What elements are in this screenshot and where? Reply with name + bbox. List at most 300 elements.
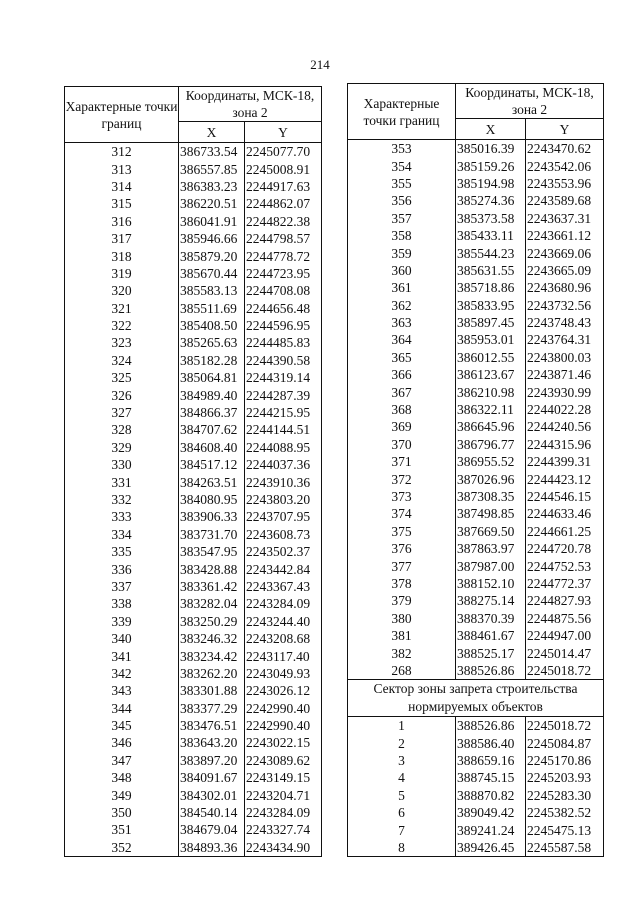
table-row: [65, 769, 322, 786]
point-number: 317: [65, 230, 179, 247]
coordinate-x: 388586.40: [456, 735, 526, 752]
table-row: [65, 578, 322, 595]
point-number: 368: [348, 401, 456, 418]
point-number: 268: [348, 662, 456, 680]
sector-heading-row: [348, 680, 604, 717]
point-number: 371: [348, 453, 456, 470]
coordinate-y: 2243284.09: [245, 595, 322, 612]
coordinate-y: 2244633.46: [526, 505, 604, 522]
coordinate-x: 385718.86: [456, 279, 526, 296]
coordinate-y: 2244423.12: [526, 470, 604, 487]
coordinate-x: 385182.28: [179, 352, 245, 369]
table-row: [65, 143, 322, 161]
point-number: 345: [65, 717, 179, 734]
table-row: [65, 282, 322, 299]
point-number: 356: [348, 192, 456, 209]
coordinate-y: 2243803.20: [245, 491, 322, 508]
point-number: 333: [65, 508, 179, 525]
coordinate-y: 2244798.57: [245, 230, 322, 247]
coordinate-y: 2244596.95: [245, 317, 322, 334]
coordinate-x: 384091.67: [179, 769, 245, 786]
point-number: 367: [348, 383, 456, 400]
coordinate-x: 384989.40: [179, 386, 245, 403]
point-number: 354: [348, 157, 456, 174]
coordinate-y: 2243049.93: [245, 665, 322, 682]
coordinate-y: 2243204.71: [245, 786, 322, 803]
table-row: [348, 752, 604, 769]
header-points: Характерные точки границ: [348, 84, 456, 140]
coordinate-x: 388659.16: [456, 752, 526, 769]
point-number: 327: [65, 404, 179, 421]
coordinate-x: 383906.33: [179, 508, 245, 525]
coordinate-x: 387498.85: [456, 505, 526, 522]
point-number: 335: [65, 543, 179, 560]
coordinate-y: 2244022.28: [526, 401, 604, 418]
point-number: 349: [65, 786, 179, 803]
coordinate-x: 386210.98: [456, 383, 526, 400]
point-number: 340: [65, 630, 179, 647]
coordinate-y: 2244088.95: [245, 439, 322, 456]
coordinate-y: 2244399.31: [526, 453, 604, 470]
table-row: [65, 386, 322, 403]
coordinate-y: 2243732.56: [526, 297, 604, 314]
coordinate-x: 389241.24: [456, 821, 526, 838]
coordinate-y: 2244917.63: [245, 178, 322, 195]
coordinate-y: 2245170.86: [526, 752, 604, 769]
table-row: [65, 404, 322, 421]
table-row: [348, 540, 604, 557]
point-number: 351: [65, 821, 179, 838]
coordinate-x: 384517.12: [179, 456, 245, 473]
coordinate-x: 386733.54: [179, 143, 245, 161]
coordinate-x: 388526.86: [456, 717, 526, 735]
coordinate-x: 389426.45: [456, 839, 526, 857]
coordinate-y: 2245014.47: [526, 644, 604, 661]
coordinate-x: 384080.95: [179, 491, 245, 508]
coordinate-y: 2244772.37: [526, 575, 604, 592]
table-row: [348, 627, 604, 644]
point-number: 4: [348, 769, 456, 786]
table-row: [348, 366, 604, 383]
point-number: 359: [348, 244, 456, 261]
point-number: 321: [65, 300, 179, 317]
coordinate-y: 2243669.06: [526, 244, 604, 261]
coordinate-y: 2243470.62: [526, 140, 604, 158]
coordinate-x: 388152.10: [456, 575, 526, 592]
table-body-sector: [348, 717, 604, 857]
coordinate-x: 385953.01: [456, 331, 526, 348]
table-row: [65, 613, 322, 630]
table-row: [348, 227, 604, 244]
coordinate-y: 2245587.58: [526, 839, 604, 857]
coordinate-y: 2244875.56: [526, 610, 604, 627]
coordinate-x: 384707.62: [179, 421, 245, 438]
coordinate-y: 2243026.12: [245, 682, 322, 699]
table-row: [65, 560, 322, 577]
point-number: 318: [65, 247, 179, 264]
point-number: 3: [348, 752, 456, 769]
coordinate-y: 2243327.74: [245, 821, 322, 838]
coordinate-x: 388461.67: [456, 627, 526, 644]
point-number: 315: [65, 195, 179, 212]
coordinate-y: 2243208.68: [245, 630, 322, 647]
point-number: 339: [65, 613, 179, 630]
coordinate-x: 385946.66: [179, 230, 245, 247]
table-row: [65, 595, 322, 612]
coordinates-table-right: [347, 83, 604, 857]
coordinate-y: 2244708.08: [245, 282, 322, 299]
coordinate-y: 2243367.43: [245, 578, 322, 595]
table-row: [65, 682, 322, 699]
coordinate-x: 385879.20: [179, 247, 245, 264]
coordinate-x: 383301.88: [179, 682, 245, 699]
coordinate-x: 385583.13: [179, 282, 245, 299]
page-number: 214: [310, 57, 330, 72]
table-row: [348, 279, 604, 296]
table-row: [65, 247, 322, 264]
coordinate-x: 387669.50: [456, 523, 526, 540]
table-row: [348, 839, 604, 857]
coordinate-y: 2244315.96: [526, 436, 604, 453]
header-y: Y: [526, 119, 604, 140]
table-row: [348, 787, 604, 804]
table-row: [348, 717, 604, 735]
coordinate-y: 2244546.15: [526, 488, 604, 505]
point-number: 322: [65, 317, 179, 334]
table-row: [65, 665, 322, 682]
point-number: 378: [348, 575, 456, 592]
point-number: 331: [65, 473, 179, 490]
point-number: 380: [348, 610, 456, 627]
coordinate-x: 385194.98: [456, 175, 526, 192]
coordinate-x: 385433.11: [456, 227, 526, 244]
point-number: 374: [348, 505, 456, 522]
point-number: 353: [348, 140, 456, 158]
table-body-right: [348, 140, 604, 680]
coordinate-y: 2244287.39: [245, 386, 322, 403]
coordinate-x: 385064.81: [179, 369, 245, 386]
point-number: 326: [65, 386, 179, 403]
coordinate-y: 2245018.72: [526, 662, 604, 680]
table-row: [348, 644, 604, 661]
table-row: [65, 543, 322, 560]
point-number: 350: [65, 804, 179, 821]
table-row: [348, 804, 604, 821]
coordinate-y: 2243542.06: [526, 157, 604, 174]
table-row: [348, 383, 604, 400]
coordinate-x: 383246.32: [179, 630, 245, 647]
table-row: [348, 488, 604, 505]
point-number: 358: [348, 227, 456, 244]
table-row: [348, 769, 604, 786]
coordinate-y: 2244144.51: [245, 421, 322, 438]
point-number: 370: [348, 436, 456, 453]
table-row: [65, 839, 322, 857]
coordinate-x: 383476.51: [179, 717, 245, 734]
coordinate-y: 2244778.72: [245, 247, 322, 264]
coordinate-x: 383282.04: [179, 595, 245, 612]
coordinate-x: 386955.52: [456, 453, 526, 470]
table-row: [65, 630, 322, 647]
point-number: 8: [348, 839, 456, 857]
coordinate-x: 386383.23: [179, 178, 245, 195]
coordinate-x: 383731.70: [179, 526, 245, 543]
coordinate-x: 387026.96: [456, 470, 526, 487]
point-number: 364: [348, 331, 456, 348]
coordinate-x: 383262.20: [179, 665, 245, 682]
coordinates-table-left: [64, 86, 322, 857]
table-row: [348, 610, 604, 627]
coordinate-x: 383234.42: [179, 647, 245, 664]
coordinate-y: 2243910.36: [245, 473, 322, 490]
coordinate-x: 386796.77: [456, 436, 526, 453]
coordinate-x: 385274.36: [456, 192, 526, 209]
header-x: X: [179, 122, 245, 143]
coordinate-y: 2245084.87: [526, 735, 604, 752]
table-row: [348, 349, 604, 366]
point-number: 329: [65, 439, 179, 456]
table-row: [65, 230, 322, 247]
point-number: 346: [65, 734, 179, 751]
table-row: [65, 456, 322, 473]
coordinate-x: 383377.29: [179, 700, 245, 717]
point-number: 313: [65, 160, 179, 177]
table-row: [348, 821, 604, 838]
coordinate-y: 2244720.78: [526, 540, 604, 557]
sector-title: Сектор зоны запрета строительства нормируемых объектов: [348, 680, 604, 717]
coordinate-x: 388275.14: [456, 592, 526, 609]
point-number: 361: [348, 279, 456, 296]
point-number: 377: [348, 557, 456, 574]
table-row: [65, 752, 322, 769]
table-row: [65, 352, 322, 369]
coordinate-x: 388525.17: [456, 644, 526, 661]
coordinate-y: 2245382.52: [526, 804, 604, 821]
coordinate-y: 2243434.90: [245, 839, 322, 857]
coordinate-y: 2245008.91: [245, 160, 322, 177]
coordinate-x: 386041.91: [179, 213, 245, 230]
table-row: [348, 175, 604, 192]
coordinate-x: 384679.04: [179, 821, 245, 838]
table-body-left: [65, 143, 322, 857]
coordinate-y: 2243800.03: [526, 349, 604, 366]
coordinate-x: 385265.63: [179, 334, 245, 351]
coordinate-y: 2244661.25: [526, 523, 604, 540]
table-row: [65, 213, 322, 230]
point-number: 347: [65, 752, 179, 769]
coordinate-y: 2245018.72: [526, 717, 604, 735]
table-row: [65, 734, 322, 751]
coordinate-y: 2243680.96: [526, 279, 604, 296]
point-number: 2: [348, 735, 456, 752]
table-row: [65, 647, 322, 664]
coordinate-x: 384866.37: [179, 404, 245, 421]
table-row: [65, 526, 322, 543]
table-row: [65, 334, 322, 351]
coordinate-y: 2244215.95: [245, 404, 322, 421]
point-number: 366: [348, 366, 456, 383]
coordinate-x: 386123.67: [456, 366, 526, 383]
coordinate-y: 2243637.31: [526, 210, 604, 227]
table-row: [65, 804, 322, 821]
coordinate-x: 388370.39: [456, 610, 526, 627]
coordinate-y: 2244390.58: [245, 352, 322, 369]
coordinate-x: 383361.42: [179, 578, 245, 595]
coordinate-y: 2243022.15: [245, 734, 322, 751]
coordinate-y: 2243502.37: [245, 543, 322, 560]
point-number: 363: [348, 314, 456, 331]
table-row: [348, 575, 604, 592]
point-number: 328: [65, 421, 179, 438]
coordinate-x: 385016.39: [456, 140, 526, 158]
point-number: 6: [348, 804, 456, 821]
point-number: 324: [65, 352, 179, 369]
coordinate-x: 385159.26: [456, 157, 526, 174]
coordinate-y: 2245475.13: [526, 821, 604, 838]
coordinate-y: 2243089.62: [245, 752, 322, 769]
table-row: [65, 700, 322, 717]
table-row: [348, 192, 604, 209]
table-row: [65, 265, 322, 282]
coordinate-x: 386322.11: [456, 401, 526, 418]
coordinate-y: 2243553.96: [526, 175, 604, 192]
coordinate-x: 383428.88: [179, 560, 245, 577]
coordinate-x: 385544.23: [456, 244, 526, 261]
point-number: 330: [65, 456, 179, 473]
coordinate-x: 385897.45: [456, 314, 526, 331]
point-number: 5: [348, 787, 456, 804]
table-row: [348, 470, 604, 487]
header-coordinates: Координаты, МСК-18, зона 2: [179, 87, 322, 122]
point-number: 316: [65, 213, 179, 230]
coordinate-y: 2243748.43: [526, 314, 604, 331]
coordinate-y: 2244827.93: [526, 592, 604, 609]
coordinate-y: 2243149.15: [245, 769, 322, 786]
coordinate-x: 383897.20: [179, 752, 245, 769]
table-row: [65, 821, 322, 838]
header-x: X: [456, 119, 526, 140]
point-number: 341: [65, 647, 179, 664]
coordinate-x: 387863.97: [456, 540, 526, 557]
point-number: 375: [348, 523, 456, 540]
coordinate-y: 2243871.46: [526, 366, 604, 383]
coordinate-x: 385373.58: [456, 210, 526, 227]
point-number: 338: [65, 595, 179, 612]
table-row: [65, 369, 322, 386]
table-row: [348, 436, 604, 453]
coordinate-y: 2243707.95: [245, 508, 322, 525]
table-row: [65, 717, 322, 734]
point-number: 373: [348, 488, 456, 505]
coordinate-y: 2244240.56: [526, 418, 604, 435]
table-row: [348, 297, 604, 314]
coordinate-x: 387987.00: [456, 557, 526, 574]
coordinate-y: 2242990.40: [245, 700, 322, 717]
table-row: [65, 195, 322, 212]
coordinate-x: 383643.20: [179, 734, 245, 751]
table-row: [348, 505, 604, 522]
table-row: [65, 300, 322, 317]
coordinate-y: 2245203.93: [526, 769, 604, 786]
coordinate-y: 2242990.40: [245, 717, 322, 734]
coordinate-y: 2243442.84: [245, 560, 322, 577]
table-row: [65, 473, 322, 490]
point-number: 355: [348, 175, 456, 192]
point-number: 357: [348, 210, 456, 227]
point-number: 320: [65, 282, 179, 299]
table-row: [348, 735, 604, 752]
coordinate-x: 385833.95: [456, 297, 526, 314]
coordinate-x: 384893.36: [179, 839, 245, 857]
coordinate-y: 2243117.40: [245, 647, 322, 664]
point-number: 319: [65, 265, 179, 282]
point-number: 344: [65, 700, 179, 717]
coordinate-x: 385670.44: [179, 265, 245, 282]
coordinate-x: 383547.95: [179, 543, 245, 560]
table-row: [348, 157, 604, 174]
coordinate-x: 385408.50: [179, 317, 245, 334]
point-number: 379: [348, 592, 456, 609]
point-number: 336: [65, 560, 179, 577]
header-y: Y: [245, 122, 322, 143]
coordinate-y: 2243589.68: [526, 192, 604, 209]
coordinate-y: 2243764.31: [526, 331, 604, 348]
point-number: 337: [65, 578, 179, 595]
coordinate-x: 388745.15: [456, 769, 526, 786]
point-number: 314: [65, 178, 179, 195]
coordinate-x: 387308.35: [456, 488, 526, 505]
coordinate-y: 2244752.53: [526, 557, 604, 574]
coordinate-x: 384263.51: [179, 473, 245, 490]
point-number: 334: [65, 526, 179, 543]
point-number: 342: [65, 665, 179, 682]
coordinate-y: 2244319.14: [245, 369, 322, 386]
table-row: [348, 331, 604, 348]
table-row: [348, 314, 604, 331]
coordinate-x: 386012.55: [456, 349, 526, 366]
point-number: 1: [348, 717, 456, 735]
coordinate-x: 389049.42: [456, 804, 526, 821]
point-number: 365: [348, 349, 456, 366]
coordinate-y: 2244037.36: [245, 456, 322, 473]
point-number: 7: [348, 821, 456, 838]
table-row: [348, 557, 604, 574]
table-row: [348, 418, 604, 435]
table-row: [348, 401, 604, 418]
coordinate-x: 386220.51: [179, 195, 245, 212]
point-number: 312: [65, 143, 179, 161]
coordinate-y: 2243930.99: [526, 383, 604, 400]
point-number: 360: [348, 262, 456, 279]
coordinate-x: 385631.55: [456, 262, 526, 279]
point-number: 382: [348, 644, 456, 661]
table-row: [65, 508, 322, 525]
table-row: [348, 262, 604, 279]
coordinate-x: 388870.82: [456, 787, 526, 804]
coordinate-y: 2243661.12: [526, 227, 604, 244]
table-row: [65, 317, 322, 334]
coordinate-y: 2244723.95: [245, 265, 322, 282]
table-row: [348, 140, 604, 158]
table-row: [348, 210, 604, 227]
coordinate-y: 2243244.40: [245, 613, 322, 630]
point-number: 332: [65, 491, 179, 508]
table-row: [348, 244, 604, 261]
point-number: 325: [65, 369, 179, 386]
coordinate-y: 2245077.70: [245, 143, 322, 161]
table-row: [65, 786, 322, 803]
coordinate-x: 388526.86: [456, 662, 526, 680]
